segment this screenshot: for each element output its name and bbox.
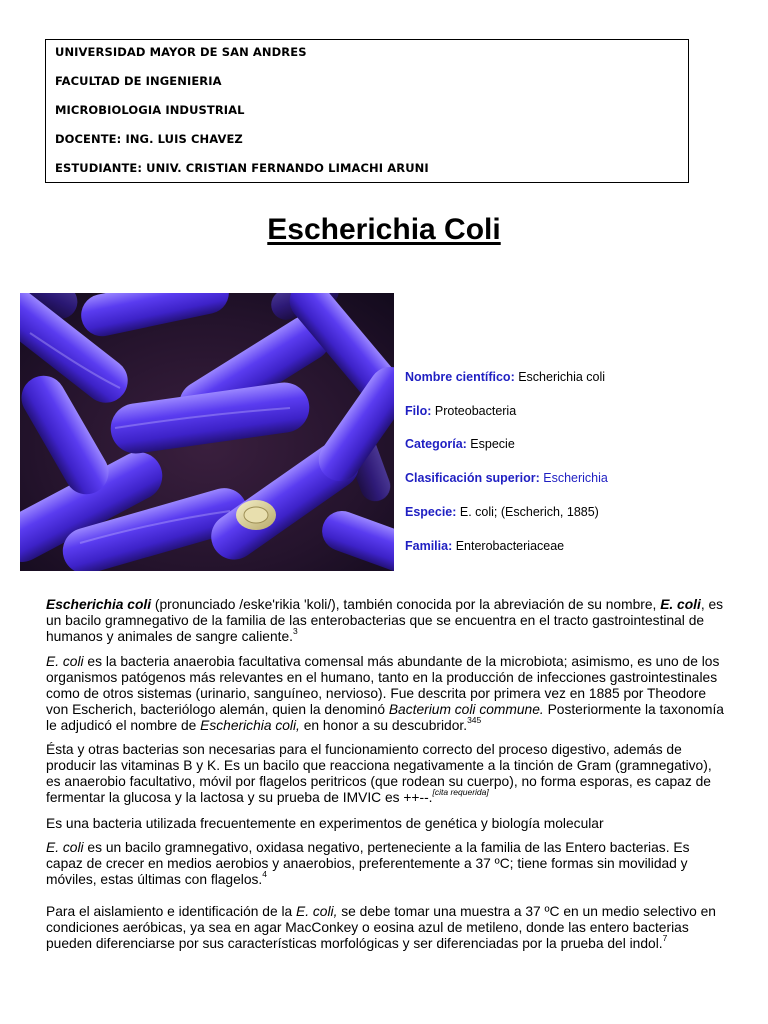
term-italic: Bacterium coli commune. [388,702,544,717]
paragraph-2 [46,654,726,734]
taxonomy-value: Proteobacteria [431,404,517,418]
taxonomy-value: Enterobacteriaceae [452,539,565,553]
taxonomy-species [405,505,599,519]
bacteria-micrograph-image [20,293,394,571]
taxonomy-phylum [405,404,516,418]
term-italic: E. coli [46,840,84,855]
taxonomy-family [405,539,564,553]
taxonomy-value: E. coli; (Escherich, 1885) [456,505,599,519]
reference-sup[interactable]: 3 [292,626,298,637]
paragraph-3 [46,742,726,806]
taxonomy-superior-classification [405,471,608,485]
reference-sup[interactable]: 7 [662,933,668,944]
term-bold-italic: E. coli [660,597,701,612]
taxonomy-label: Filo: [405,404,432,418]
taxonomy-label: Familia: [405,539,453,553]
paragraph-text: Para el aislamiento e identificación de la [46,904,297,919]
paragraph-5 [46,840,726,888]
paragraph-text: (pronunciado /eske'rikia 'koli/), también conocida por la abreviación de su nombre, [151,597,661,612]
page-title: Escherichia Coli [267,213,501,246]
taxonomy-label: Clasificación superior: [405,471,540,485]
taxonomy-category [405,437,515,451]
taxonomy-label: Nombre científico: [405,370,515,384]
taxonomy-scientific-name [405,370,605,384]
paragraph-text: Es una bacteria utilizada frecuentemente en experimentos de genética y biología molecular [46,816,604,831]
paragraph-text: es la bacteria anaerobia facultativa comensal más abundante de la microbiota; asimismo, es uno de los organismos patógenos más relevantes en el humano, tanto en la producción de infecciones gastrointestinales como de otros sistemas (urinario, sanguíneo, nervioso). Fue descrita por primera vez en 1885 por Theodore von Escherich, bacteriólogo alemán, quien la denominó [46,654,720,717]
term-italic: E. coli [46,654,84,669]
paragraph-6 [46,904,726,952]
header-faculty: FACULTAD DE INGENIERIA [55,74,222,88]
header-box [45,39,689,183]
paragraph-text: Posteriormente la taxonomía le adjudicó el nombre de [46,702,724,733]
term-italic: Escherichia coli, [200,718,300,733]
genus-link[interactable]: Escherichia [539,471,608,485]
paragraph-text: se debe tomar una muestra a 37 ºC en un medio selectivo en condiciones aeróbicas, ya sea en agar MacConkey o eosina azul de metileno, donde las entero bacterias pueden diferenciarse por sus características morfológicas y ser diferenciadas por la prueba del indol. [46,904,716,951]
paragraph-text: , es un bacilo gramnegativo de la familia de las enterobacterias que se encuentra en el tracto gastrointestinal de humanos y animales de sangre caliente. [46,597,724,644]
reference-sup[interactable]: 4 [262,869,267,880]
paragraph-text: en honor a su descubridor. [299,718,468,733]
paragraph-text: Ésta y otras bacterias son necesarias para el funcionamiento correcto del proceso digestivo, además de producir las vitaminas B y K. Es un bacilo que reacciona negativamente a la tinción de Gram (gramnegativo), es anaerobio facultativo, móvil por flagelos peritricos (que rodean su cuerpo), no forma esporas, es capaz de fermentar la glucosa y la lactosa y su prueba de IMVIC es ++--. [46,742,712,805]
paragraph-1 [46,597,726,645]
header-student: ESTUDIANTE: UNIV. CRISTIAN FERNANDO LIMACHI ARUNI [55,161,429,175]
term-italic: E. coli, [296,904,338,919]
paragraph-4 [46,816,726,832]
taxonomy-value: Escherichia coli [514,370,606,384]
taxonomy-value: Especie [466,437,515,451]
term-bold-italic: Escherichia coli [46,597,152,612]
paragraph-text: es un bacilo gramnegativo, oxidasa negativo, perteneciente a la familia de las Entero bacterias. Es capaz de crecer en medios aerobios y anaerobios, preferentemente a 37 ºC; tiene formas sin movilidad y móviles, estas últimas con flagelos. [46,840,690,887]
taxonomy-label: Especie: [405,505,457,519]
header-teacher: DOCENTE: ING. LUIS CHAVEZ [55,132,243,146]
header-university: UNIVERSIDAD MAYOR DE SAN ANDRES [55,45,307,59]
reference-sup[interactable]: 345 [467,715,482,726]
header-subject: MICROBIOLOGIA INDUSTRIAL [55,103,245,117]
citation-needed-sup[interactable]: [cita requerida] [432,787,489,798]
taxonomy-label: Categoría: [405,437,467,451]
